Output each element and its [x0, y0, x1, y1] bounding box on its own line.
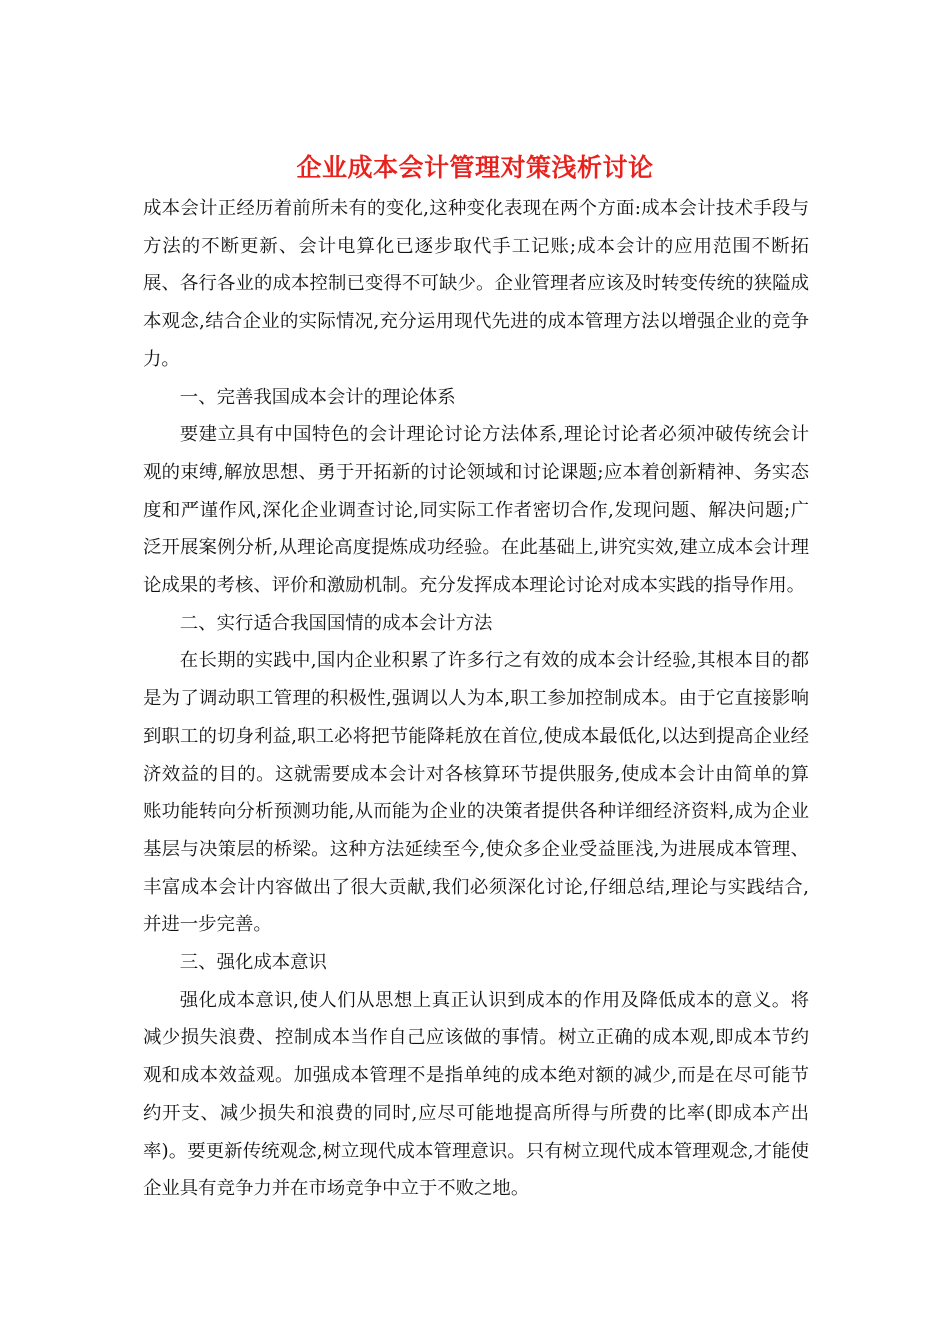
intro-paragraph: 成本会计正经历着前所未有的变化,这种变化表现在两个方面:成本会计技术手段与方法的不断更新、会计电算化已逐步取代手工记账;成本会计的应用范围不断拓展、各行各业的成本控制已变得不可缺少。企业管理者应该及时转变传统的狭隘成本观念,结合企业的实际情况,充分运用现代先进的成本管理方法以增强企业的竞争力。 [143, 198, 809, 370]
body-paragraph-1: 要建立具有中国特色的会计理论讨论方法体系,理论讨论者必须冲破传统会计观的束缚,解放思想、勇于开拓新的讨论领域和讨论课题;应本着创新精神、务实态度和严谨作风,深化企业调查讨论,同实际工作者密切合作,发现问题、解决问题;广泛开展案例分析,从理论高度提炼成功经验。在此基础上,讲究实效,建立成本会计理论成果的考核、评价和激励机制。充分发挥成本理论讨论对成本实践的指导作用。 [143, 424, 809, 597]
section-heading-2: 二、实行适合我国国情的成本会计方法 [179, 612, 493, 634]
section-heading-1: 一、完善我国成本会计的理论体系 [179, 386, 456, 408]
document-title: 企业成本会计管理对策浅析讨论 [296, 153, 654, 182]
body-paragraph-2: 在长期的实践中,国内企业积累了许多行之有效的成本会计经验,其根本目的都是为了调动职工管理的积极性,强调以人为本,职工参加控制成本。由于它直接影响到职工的切身利益,职工必将把节能降耗放在首位,使成本最低化,以达到提高企业经济效益的目的。这就需要成本会计对各核算环节提供服务,使成本会计由简单的算账功能转向分析预测功能,从而能为企业的决策者提供各种详细经济资料,成为企业基层与决策层的桥梁。这种方法延续至今,使众多企业受益匪浅,为进展成本管理、丰富成本会计内容做出了很大贡献,我们必须深化讨论,仔细总结,理论与实践结合,并进一步完善。 [143, 650, 809, 936]
section-heading-3: 三、强化成本意识 [179, 952, 327, 974]
document-body [143, 190, 809, 1208]
body-paragraph-3: 强化成本意识,使人们从思想上真正认识到成本的作用及降低成本的意义。将减少损失浪费、控制成本当作自己应该做的事情。树立正确的成本观,即成本节约观和成本效益观。加强成本管理不是指单纯的成本绝对额的减少,而是在尽可能节约开支、减少损失和浪费的同时,应尽可能地提高所得与所费的比率(即成本产出率)。要更新传统观念,树立现代成本管理意识。只有树立现代成本管理观念,才能使企业具有竞争力并在市场竞争中立于不败之地。 [143, 989, 809, 1200]
